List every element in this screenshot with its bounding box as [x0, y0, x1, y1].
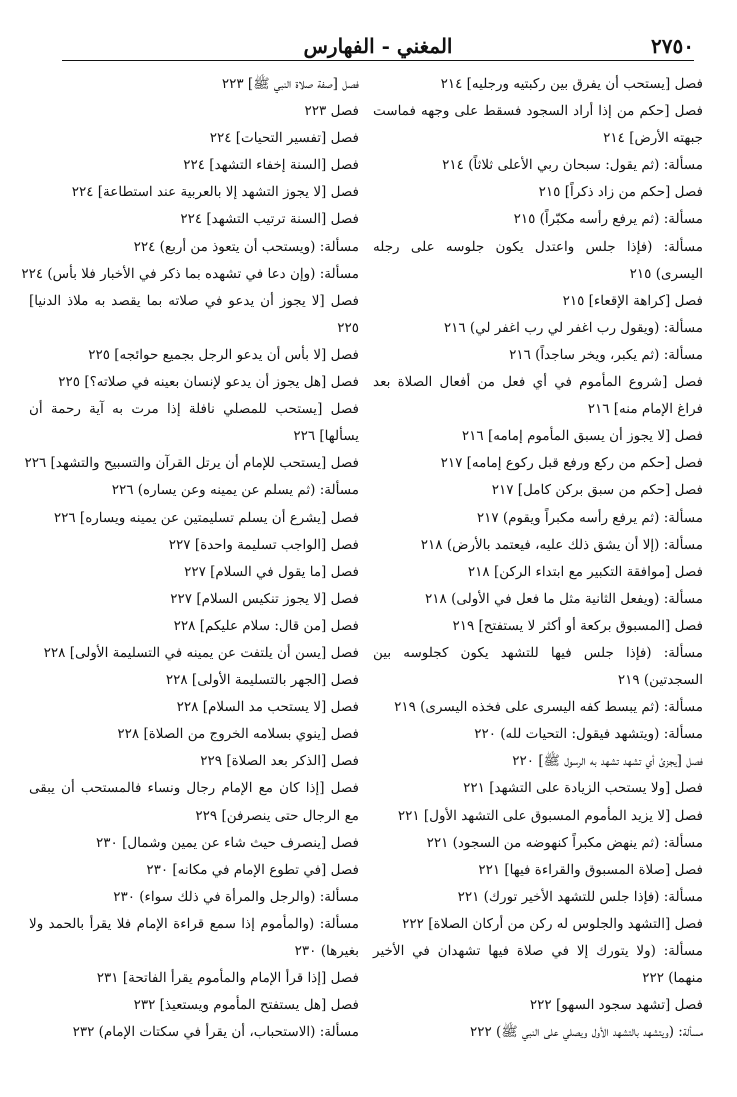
index-entry: فصل [إذا كان مع الإمام رجال ونساء فالمستحب أن يبقى مع الرجال حتى ينصرفن] ٢٢٩ — [29, 780, 359, 824]
index-entry: مسألة: (ويفعل الثانية مثل ما فعل في الأولى) ٢١٨ — [425, 590, 703, 607]
index-entry: فصل [يشرع أن يسلم تسليمتين عن يمينه ويساره] ٢٢٦ — [53, 509, 359, 526]
index-entry: مسألة: (ثم يسلم عن يمينه وعن يساره) ٢٢٦ — [111, 482, 359, 499]
index-entry: فصل [تفسير التحيات] ٢٢٤ — [209, 130, 359, 147]
index-entry: مسألة: (فإذا جلس واعتدل يكون جلوسه على رجله اليسرى) ٢١٥ — [373, 238, 703, 282]
title-separator: - — [381, 34, 390, 58]
index-entry: مسألة: (فإذا جلس للتشهد الأخير تورك) ٢٢١ — [457, 888, 703, 905]
index-entry: فصل [موافقة التكبير مع ابتداء الركن] ٢١٨ — [467, 563, 703, 580]
page-number: ٢٧٥٠ — [651, 34, 694, 58]
book-title: المغني — [396, 34, 453, 58]
index-entry: فصل [لا يجوز أن يسبق المأموم إمامه] ٢١٦ — [461, 428, 703, 445]
index-entry: مسألة: (ثم يرفع رأسه مكبّراً) ٢١٥ — [513, 211, 703, 228]
index-entry: فصل [حكم من إذا أراد السجود فسقط على وجهه فماست جبهته الأرض] ٢١٤ — [373, 103, 703, 147]
index-entry: فصل [هل يجوز أن يدعو لإنسان بعينه في صلاته؟] ٢٢٥ — [58, 374, 359, 391]
index-entry: فصل [شروع المأموم في أي فعل من أفعال الصلاة بعد فراغ الإمام منه] ٢١٦ — [373, 374, 703, 418]
index-entry: فصل [الواجب تسليمة واحدة] ٢٢٧ — [168, 536, 359, 553]
index-entry: فصل [يجزئ أي تشهد تشهد به الرسول ﷺ] ٢٢٠ — [512, 753, 703, 770]
index-entry: مسألة: (والرجل والمرأة في ذلك سواء) ٢٣٠ — [113, 888, 359, 905]
index-entry: فصل [ينوي بسلامه الخروج من الصلاة] ٢٢٨ — [117, 726, 359, 743]
index-entry: فصل [يسن أن يلتفت عن يمينه في التسليمة الأولى] ٢٢٨ — [43, 644, 359, 661]
index-entry: فصل [صفة صلاة النبي ﷺ] ٢٢٣ — [221, 76, 359, 92]
index-entry: فصل [المسبوق بركعة أو أكثر لا يستفتح] ٢١٩ — [452, 617, 703, 634]
index-entry: فصل [لا يجوز تنكيس السلام] ٢٢٧ — [170, 590, 359, 607]
index-entry: فصل [في تطوع الإمام في مكانه] ٢٣٠ — [146, 861, 359, 878]
index-entry: مسألة: (ثم يرفع رأسه مكبراً ويقوم) ٢١٧ — [476, 509, 703, 526]
index-entry: فصل [ينصرف حيث شاء عن يمين وشمال] ٢٣٠ — [96, 834, 359, 851]
index-entry: فصل [يستحب أن يفرق بين ركبتيه ورجليه] ٢١٤ — [440, 76, 703, 92]
index-entry: فصل [ما يقول في السلام] ٢٢٧ — [184, 563, 359, 580]
index-entry: فصل [لا يجوز أن يدعو في صلاته بما يقصد به ملاذ الدنيا] ٢٢٥ — [29, 292, 359, 336]
index-entry: فصل ٢٢٣ — [304, 103, 359, 120]
index-entry: مسألة: (الاستحباب، أن يقرأ في سكتات الإمام) ٢٣٢ — [72, 1024, 359, 1041]
index-entry: فصل [الجهر بالتسليمة الأولى] ٢٢٨ — [165, 672, 359, 689]
index-entry: فصل [صلاة المسبوق والقراءة فيها] ٢٢١ — [478, 861, 703, 878]
index-entry: فصل [حكم من ركع ورفع قبل ركوع إمامه] ٢١٧ — [440, 455, 703, 472]
index-entry: فصل [هل يستفتح المأموم ويستعيذ] ٢٣٢ — [133, 997, 359, 1014]
index-entry: فصل [من قال: سلام عليكم] ٢٢٨ — [173, 617, 359, 634]
index-entry: مسألة: (ثم ينهض مكبراً كنهوضه من السجود) ٢٢١ — [426, 834, 703, 851]
index-entry: مسألة: (وإن دعا في تشهده بما ذكر في الأخبار فلا بأس) ٢٢٤ — [21, 265, 359, 282]
index-entry: فصل [السنة إخفاء التشهد] ٢٢٤ — [183, 157, 359, 174]
index-entry: مسألة: (إلا أن يشق ذلك عليه، فيعتمد بالأرض) ٢١٨ — [420, 536, 703, 553]
index-entry: فصل [لا يجوز التشهد إلا بالعربية عند استطاعة] ٢٢٤ — [71, 184, 359, 201]
index-entry: مسألة: (فإذا جلس فيها للتشهد يكون كجلوسه بين السجدتين) ٢١٩ — [373, 644, 703, 689]
index-column-left — [21, 71, 359, 1046]
index-entry: مسألة: (ويقول رب اغفر لي رب اغفر لي) ٢١٦ — [443, 319, 703, 336]
index-entry: فصل [لا يزيد المأموم المسبوق على التشهد الأول] ٢٢١ — [397, 807, 703, 824]
index-entry: فصل [حكم من زاد ذكراً] ٢١٥ — [538, 184, 703, 201]
section-title: الفهارس — [303, 34, 375, 58]
index-entry: مسألة: (ثم يكبر، ويخر ساجداً) ٢١٦ — [509, 346, 703, 363]
index-entry: فصل [كراهة الإقعاء] ٢١٥ — [562, 292, 703, 309]
index-entry: مسألة: (ولا يتورك إلا في صلاة فيها تشهدان في الأخير منهما) ٢٢٢ — [373, 943, 703, 987]
index-entry: مسألة: (ويتشهد بالتشهد الأول ويصلي على النبي ﷺ) ٢٢٢ — [470, 1024, 703, 1041]
index-entry: فصل [إذا قرأ الإمام والمأموم يقرأ الفاتحة] ٢٣١ — [96, 970, 359, 987]
index-entry: فصل [التشهد والجلوس له ركن من أركان الصلاة] ٢٢٢ — [402, 915, 703, 932]
index-entry: فصل [يستحب للمصلي نافلة إذا مرت به آية رحمة أن يسألها] ٢٢٦ — [29, 401, 359, 445]
index-entry: مسألة: (ثم يقول: سبحان ربي الأعلى ثلاثاً) ٢١٤ — [442, 157, 703, 174]
index-column-right — [373, 71, 703, 1046]
index-entry: مسألة: (ثم يبسط كفه اليسرى على فخذه اليسرى) ٢١٩ — [394, 699, 703, 716]
index-entry: فصل [حكم من سبق بركن كامل] ٢١٧ — [491, 482, 703, 499]
index-entry: فصل [لا بأس أن يدعو الرجل بجميع حوائجه] ٢٢٥ — [88, 346, 359, 363]
index-entry: فصل [الذكر بعد الصلاة] ٢٢٩ — [200, 753, 359, 770]
index-entry: فصل [السنة ترتيب التشهد] ٢٢٤ — [180, 211, 359, 228]
index-entry: مسألة: (ويتشهد فيقول: التحيات لله) ٢٢٠ — [474, 726, 703, 743]
index-entry: فصل [يستحب للإمام أن يرتل القرآن والتسبيح والتشهد] ٢٢٦ — [24, 455, 359, 472]
index-entry: فصل [ولا يستحب الزيادة على التشهد] ٢٢١ — [463, 780, 703, 797]
index-entry: فصل [لا يستحب مد السلام] ٢٢٨ — [176, 699, 359, 716]
index-entry: مسألة: (والمأموم إذا سمع قراءة الإمام فلا يقرأ بالحمد ولا بغيرها) ٢٣٠ — [29, 915, 359, 959]
page-header — [62, 32, 694, 61]
running-title — [62, 34, 694, 58]
index-entry: فصل [تشهد سجود السهو] ٢٢٢ — [529, 997, 703, 1014]
index-entry: مسألة: (ويستحب أن يتعوذ من أربع) ٢٢٤ — [133, 238, 359, 255]
